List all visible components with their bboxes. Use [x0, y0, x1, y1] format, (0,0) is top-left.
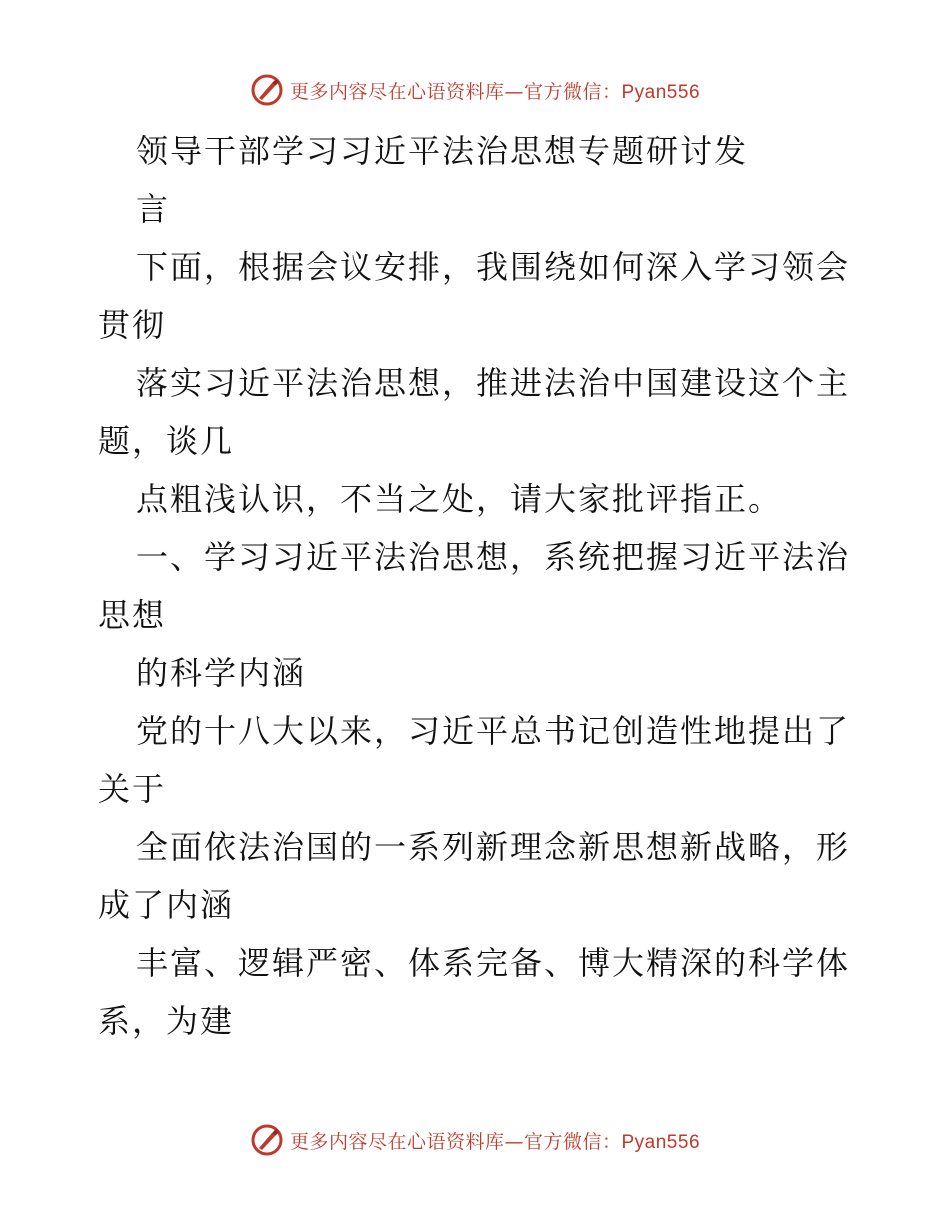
body-line: 点粗浅认识，不当之处，请大家批评指正。	[136, 480, 783, 518]
header-banner-text: 更多内容尽在心语资料库—官方微信：Pyan556	[289, 80, 701, 103]
body-line: 系，为建	[98, 1002, 235, 1040]
body-line: 下面，根据会议安排，我围绕如何深入学习领会	[136, 248, 851, 286]
body-line: 党的十八大以来，习近平总书记创造性地提出了	[136, 712, 851, 750]
body-line: 领导干部学习习近平法治思想专题研讨发	[136, 132, 749, 170]
body-line: 言	[136, 190, 171, 228]
footer-banner	[0, 1120, 950, 1160]
body-line: 题，谈几	[98, 422, 235, 460]
body-line: 落实习近平法治思想，推进法治中国建设这个主	[136, 364, 851, 402]
header-wechat-id: Pyan556	[621, 81, 701, 103]
footer-wechat-id: Pyan556	[621, 1131, 701, 1153]
body-line: 全面依法治国的一系列新理念新思想新战略，形	[136, 828, 851, 866]
body-line: 的科学内涵	[136, 654, 307, 692]
document-body	[98, 122, 858, 1050]
footer-banner-text: 更多内容尽在心语资料库—官方微信：Pyan556	[289, 1130, 701, 1153]
pen-logo-icon	[250, 73, 284, 107]
pen-logo-icon	[250, 1123, 284, 1157]
body-line: 成了内涵	[98, 886, 235, 924]
body-line: 贯彻	[98, 306, 167, 344]
body-line: 思想	[98, 596, 167, 634]
body-line: 一、学习习近平法治思想，系统把握习近平法治	[136, 538, 851, 576]
header-banner	[0, 70, 950, 110]
body-line: 丰富、逻辑严密、体系完备、博大精深的科学体	[136, 944, 851, 982]
body-line: 关于	[98, 770, 167, 808]
